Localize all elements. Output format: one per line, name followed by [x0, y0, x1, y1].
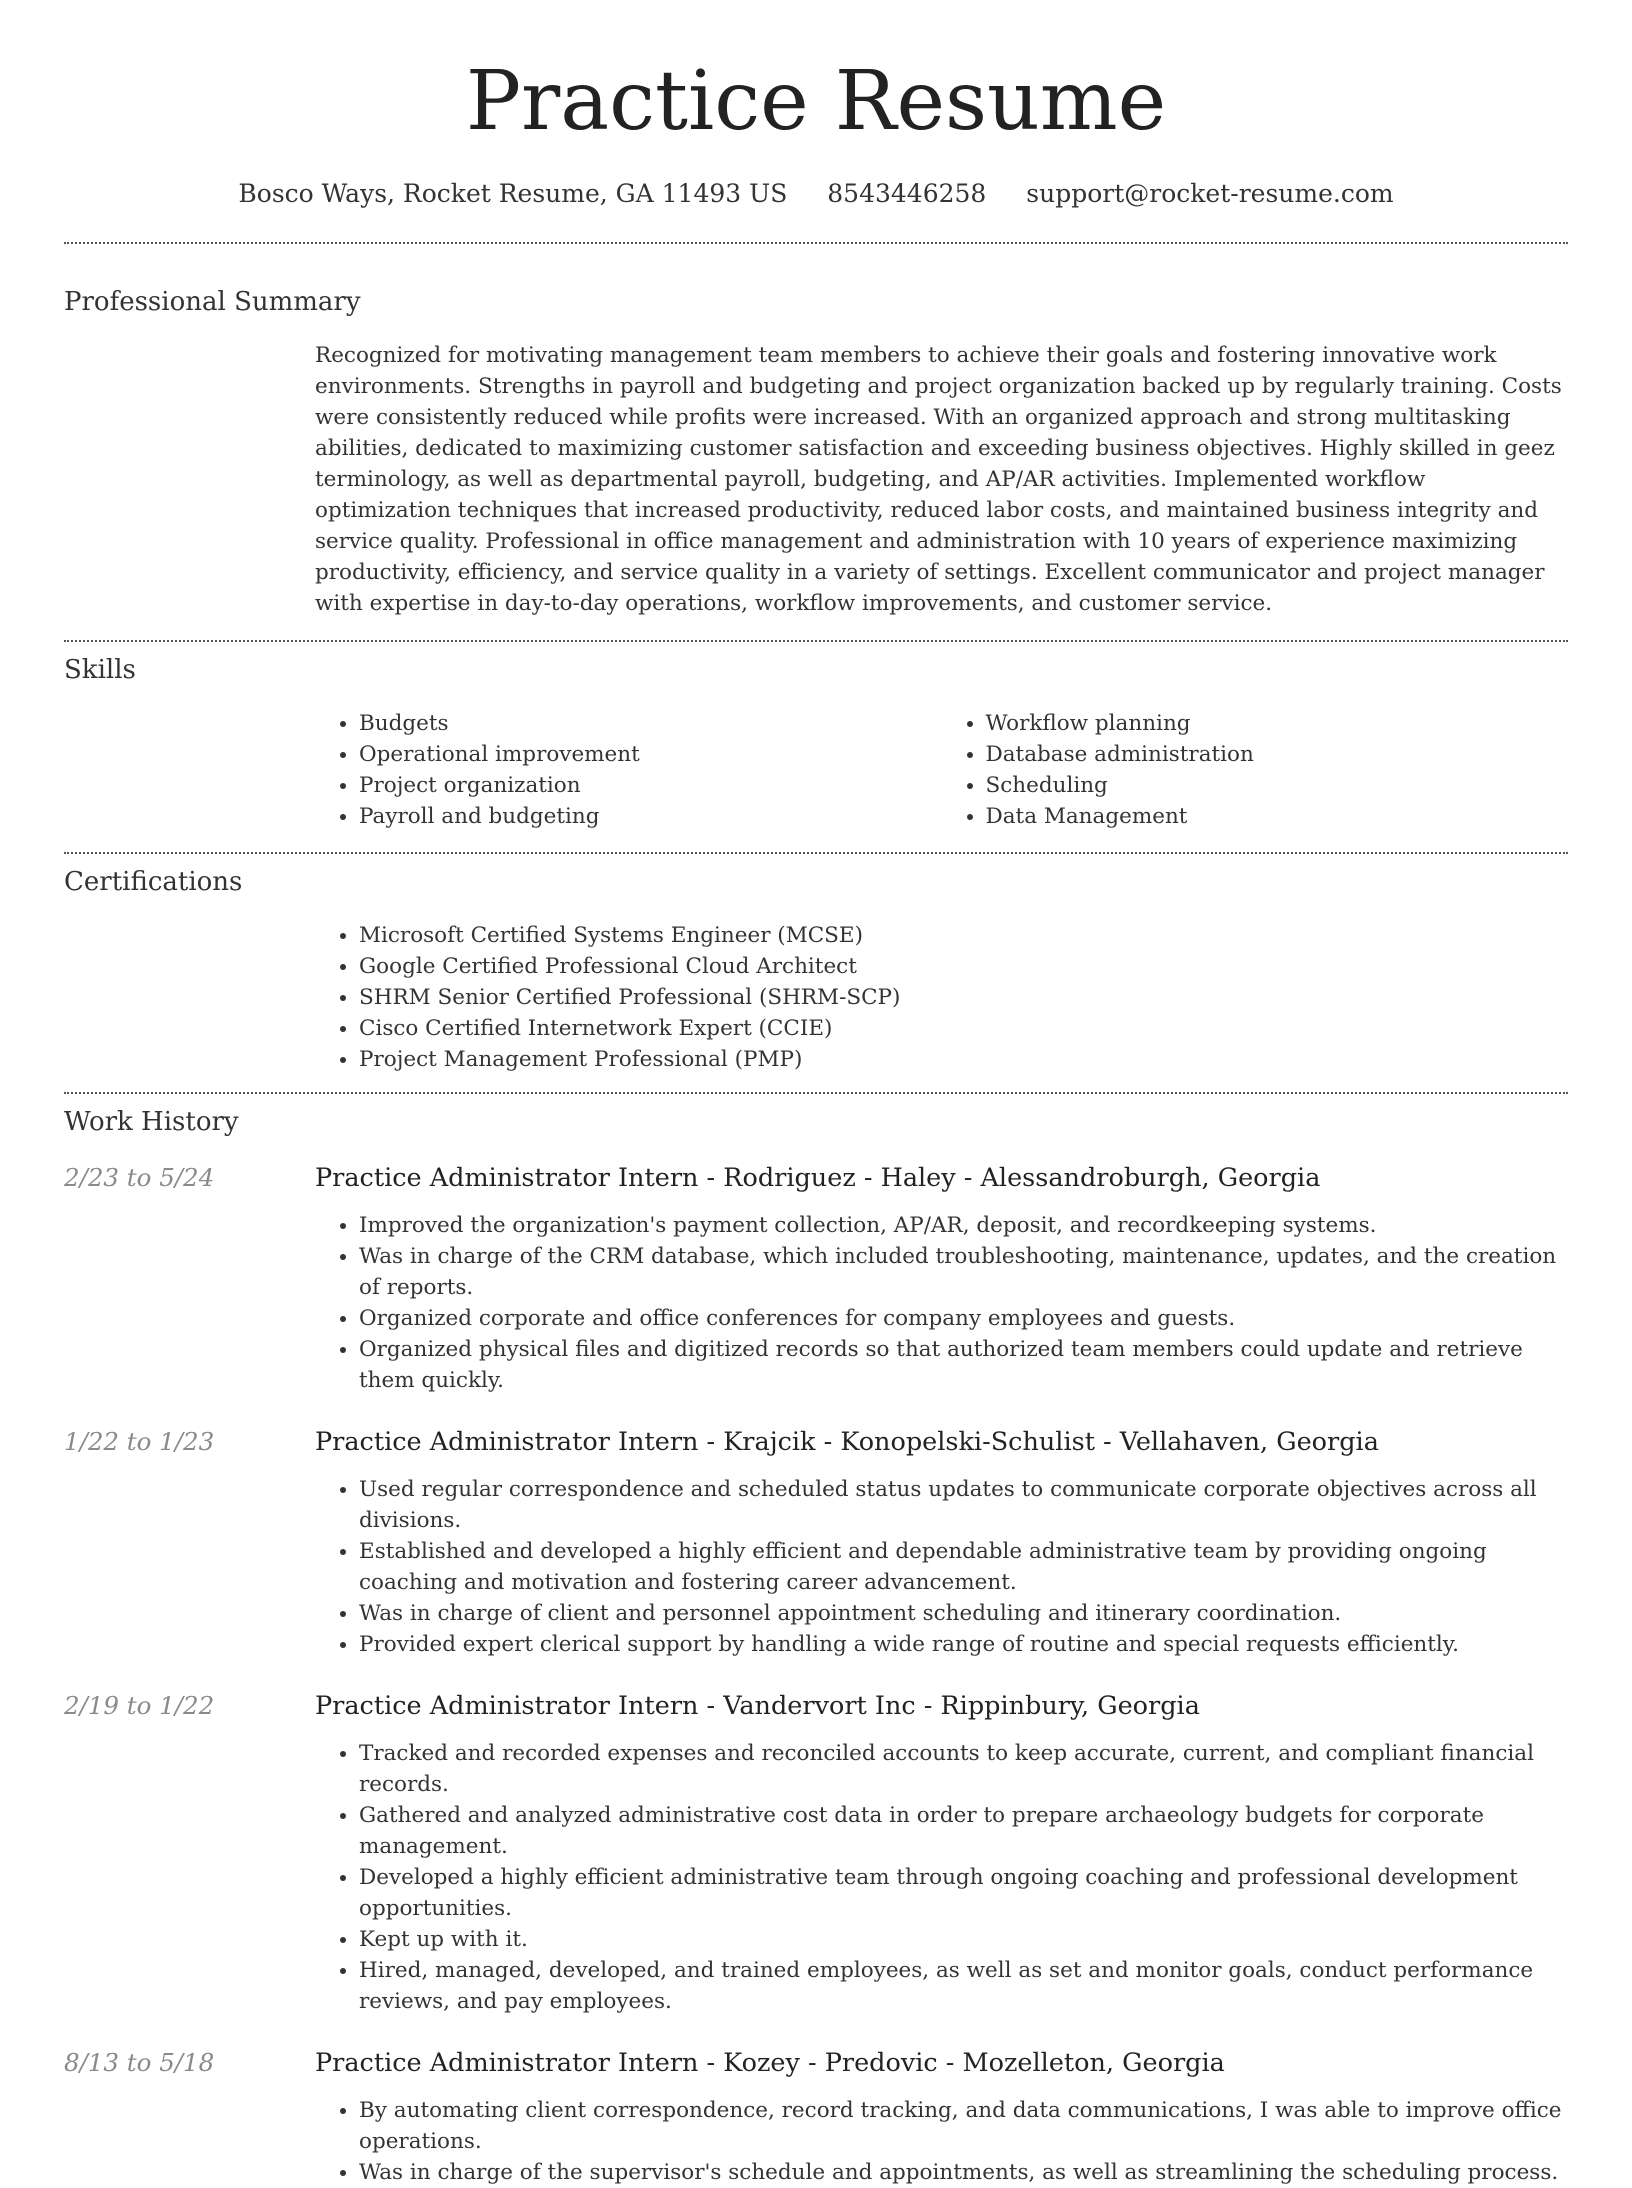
job-bullets	[315, 1738, 1568, 2017]
job-title: Practice Administrator Intern - Rodriguez - Haley - Alessandroburgh, Georgia	[315, 1163, 1321, 1193]
list-item: • Project organization	[359, 770, 942, 801]
contact-email: support@rocket-resume.com	[1026, 179, 1394, 208]
job-dates: 1/22 to 1/23	[64, 1427, 215, 1456]
list-item: • Organized corporate and office conferences for company employees and guests.	[359, 1303, 1568, 1334]
list-item: • Kept up with it.	[359, 1924, 1568, 1955]
list-item: • Google Certified Professional Cloud Architect	[359, 951, 1568, 982]
contact-address: Bosco Ways, Rocket Resume, GA 11493 US	[238, 179, 788, 208]
list-item: • Data Management	[986, 801, 1569, 832]
skills-list-left	[315, 708, 942, 832]
list-item: • Budgets	[359, 708, 942, 739]
job-entry	[64, 2047, 1568, 2188]
summary-heading: Professional Summary	[64, 287, 361, 317]
job-title: Practice Administrator Intern - Vandervort Inc - Rippinbury, Georgia	[315, 1691, 1200, 1721]
summary-text: Recognized for motivating management team members to achieve their goals and fostering innovative work environments. Strengths in payroll and budgeting and project organization backed up by regularly training. Costs were consistently reduced while profits were increased. With an organized approach and strong multitasking abilities, dedicated to maximizing customer satisfaction and exceeding business objectives. Highly skilled in geez terminology, as well as departmental payroll, budgeting, and AP/AR activities. Implemented workflow optimization techniques that increased productivity, reduced labor costs, and maintained business integrity and service quality. Professional in office management and administration with 10 years of experience maximizing productivity, efficiency, and service quality in a variety of settings. Excellent communicator and project manager with expertise in day-to-day operations, workflow improvements, and customer service.	[315, 343, 1562, 616]
job-dates: 2/23 to 5/24	[64, 1163, 215, 1192]
divider	[64, 1092, 1568, 1094]
list-item: • SHRM Senior Certified Professional (SHRM-SCP)	[359, 982, 1568, 1013]
list-item: • Workflow planning	[986, 708, 1569, 739]
divider	[64, 640, 1568, 642]
list-item: • Was in charge of the CRM database, which included troubleshooting, maintenance, updates, and the creation of reports.	[359, 1241, 1568, 1303]
job-entry	[64, 1690, 1568, 2017]
contact-line	[0, 178, 1632, 210]
list-item: • Organized physical files and digitized records so that authorized team members could update and retrieve them quickly.	[359, 1334, 1568, 1396]
divider	[64, 852, 1568, 854]
summary-section	[64, 286, 1568, 619]
skills-heading: Skills	[64, 655, 136, 685]
job-title: Practice Administrator Intern - Krajcik - Konopelski-Schulist - Vellahaven, Georgia	[315, 1427, 1379, 1457]
list-item: • Gathered and analyzed administrative cost data in order to prepare archaeology budgets for corporate management.	[359, 1800, 1568, 1862]
divider	[64, 242, 1568, 244]
list-item: • Scheduling	[986, 770, 1569, 801]
list-item: • By automating client correspondence, record tracking, and data communications, I was able to improve office operations.	[359, 2095, 1568, 2157]
job-dates: 8/13 to 5/18	[64, 2048, 215, 2077]
work-history-section	[64, 1106, 1568, 2188]
job-dates: 2/19 to 1/22	[64, 1691, 215, 1720]
job-entry	[64, 1426, 1568, 1660]
certifications-section	[64, 866, 1568, 1075]
job-bullets	[315, 1210, 1568, 1396]
certifications-list	[315, 920, 1568, 1075]
list-item: • Cisco Certified Internetwork Expert (CCIE)	[359, 1013, 1568, 1044]
job-bullets	[315, 2095, 1568, 2188]
skills-section	[64, 654, 1568, 832]
certifications-heading: Certifications	[64, 867, 243, 897]
list-item: • Operational improvement	[359, 739, 942, 770]
job-details	[315, 1690, 1568, 2017]
list-item: • Tracked and recorded expenses and reconciled accounts to keep accurate, current, and compliant financial records.	[359, 1738, 1568, 1800]
contact-phone: 8543446258	[827, 179, 987, 208]
list-item: • Used regular correspondence and scheduled status updates to communicate corporate objectives across all divisions.	[359, 1474, 1568, 1536]
list-item: • Microsoft Certified Systems Engineer (MCSE)	[359, 920, 1568, 951]
list-item: • Hired, managed, developed, and trained employees, as well as set and monitor goals, conduct performance reviews, and pay employees.	[359, 1955, 1568, 2017]
list-item: • Improved the organization's payment collection, AP/AR, deposit, and recordkeeping systems.	[359, 1210, 1568, 1241]
job-details	[315, 1426, 1568, 1660]
skills-grid	[315, 708, 1568, 832]
list-item: • Database administration	[986, 739, 1569, 770]
list-item: • Provided expert clerical support by handling a wide range of routine and special requests efficiently.	[359, 1629, 1568, 1660]
list-item: • Developed a highly efficient administrative team through ongoing coaching and professional development opportunities.	[359, 1862, 1568, 1924]
list-item: • Payroll and budgeting	[359, 801, 942, 832]
job-entry	[64, 1162, 1568, 1396]
job-bullets	[315, 1474, 1568, 1660]
skills-list-right	[942, 708, 1569, 832]
work-history-heading: Work History	[64, 1107, 239, 1137]
list-item: • Was in charge of the supervisor's schedule and appointments, as well as streamlining the scheduling process.	[359, 2157, 1568, 2188]
job-title: Practice Administrator Intern - Kozey - Predovic - Mozelleton, Georgia	[315, 2048, 1225, 2078]
job-details	[315, 2047, 1568, 2188]
list-item: • Established and developed a highly efficient and dependable administrative team by providing ongoing coaching and motivation and fostering career advancement.	[359, 1536, 1568, 1598]
resume-name: Practice Resume	[465, 54, 1167, 149]
certifications-body	[315, 920, 1568, 1075]
list-item: • Was in charge of client and personnel appointment scheduling and itinerary coordination.	[359, 1598, 1568, 1629]
job-details	[315, 1162, 1568, 1396]
list-item: • Project Management Professional (PMP)	[359, 1044, 1568, 1075]
